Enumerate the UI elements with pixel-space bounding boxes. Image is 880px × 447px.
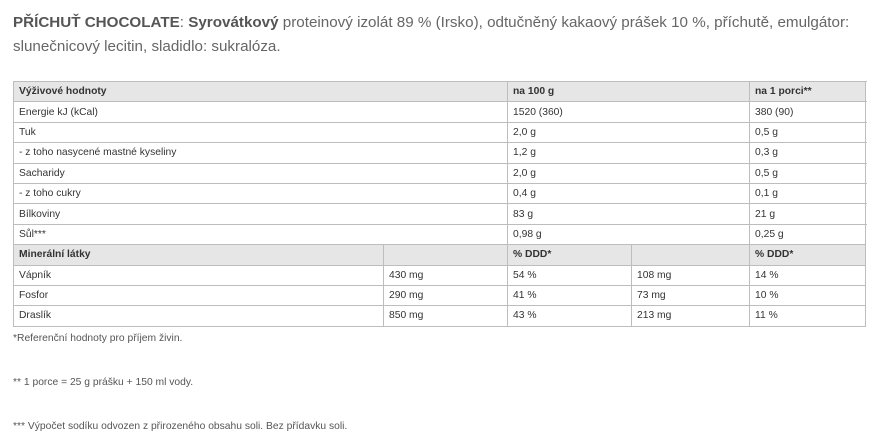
colon: : (179, 14, 189, 31)
value-per-100g: 1520 (360) (508, 102, 750, 122)
mineral-ddd-100g: 43 % (508, 306, 632, 326)
footnote-serving: ** 1 porce = 25 g prášku + 150 ml vody. (13, 377, 194, 388)
value-per-100g: 2,0 g (508, 163, 750, 183)
value-per-serving: 0,5 g (750, 122, 866, 142)
mineral-ddd-100g: 54 % (508, 265, 632, 285)
nutrient-name: Sacharidy (14, 163, 508, 183)
table-row (14, 122, 866, 142)
value-per-serving: 0,3 g (750, 143, 866, 163)
table-row (14, 204, 866, 224)
header-minerals: Minerální látky (14, 245, 384, 265)
header-per-100g: na 100 g (508, 82, 750, 102)
table-row (14, 224, 866, 244)
nutrition-table (13, 81, 866, 327)
mineral-per-100g: 290 mg (384, 285, 508, 305)
nutrient-name: Bílkoviny (14, 204, 508, 224)
value-per-serving: 21 g (750, 204, 866, 224)
mineral-per-100g: 850 mg (384, 306, 508, 326)
ingredients-text (13, 11, 871, 59)
value-per-100g: 0,98 g (508, 224, 750, 244)
value-per-serving: 0,1 g (750, 183, 866, 203)
nutrient-name: Sůl*** (14, 224, 508, 244)
flavor-label: PŘÍCHUŤ CHOCOLATE (13, 14, 180, 31)
header-nutrition-values: Výživové hodnoty (14, 82, 508, 102)
mineral-per-serving: 213 mg (632, 306, 750, 326)
value-per-100g: 0,4 g (508, 183, 750, 203)
nutrient-name: - z toho nasycené mastné kyseliny (14, 143, 508, 163)
value-per-100g: 2,0 g (508, 122, 750, 142)
mineral-ddd-100g: 41 % (508, 285, 632, 305)
mineral-ddd-serving: 10 % (750, 285, 866, 305)
mineral-name: Vápník (14, 265, 384, 285)
mineral-name: Draslík (14, 306, 384, 326)
nutrient-name: - z toho cukry (14, 183, 508, 203)
footnote-sodium: *** Výpočet sodíku odvozen z přirozeného obsahu soli. Bez přídavku soli. (13, 421, 348, 432)
value-per-100g: 83 g (508, 204, 750, 224)
header-blank-2 (632, 245, 750, 265)
nutrient-name: Energie kJ (kCal) (14, 102, 508, 122)
mineral-name: Fosfor (14, 285, 384, 305)
first-ingredient: Syrovátkový (188, 14, 279, 31)
table-row (14, 143, 866, 163)
mineral-ddd-serving: 11 % (750, 306, 866, 326)
mineral-ddd-serving: 14 % (750, 265, 866, 285)
table-row (14, 102, 866, 122)
mineral-per-100g: 430 mg (384, 265, 508, 285)
header-per-serving: na 1 porci** (750, 82, 866, 102)
table-row (14, 265, 866, 285)
value-per-100g: 1,2 g (508, 143, 750, 163)
mineral-per-serving: 73 mg (632, 285, 750, 305)
header-blank-1 (384, 245, 508, 265)
header-ddd-serving: % DDD* (750, 245, 866, 265)
table-row (14, 285, 866, 305)
nutrition-header-row (14, 82, 866, 102)
value-per-serving: 0,25 g (750, 224, 866, 244)
nutrient-name: Tuk (14, 122, 508, 142)
ingredients-rest: proteinový izolát 89 % (Irsko), odtučněný kakaový prášek 10 %, příchutě, emulgátor: slunečnicový lecitin, sladidlo: sukralóza. (13, 14, 850, 55)
header-ddd-100g: % DDD* (508, 245, 632, 265)
table-row (14, 183, 866, 203)
value-per-serving: 0,5 g (750, 163, 866, 183)
minerals-header-row (14, 245, 866, 265)
table-row (14, 306, 866, 326)
table-row (14, 163, 866, 183)
mineral-per-serving: 108 mg (632, 265, 750, 285)
value-per-serving: 380 (90) (750, 102, 866, 122)
footnote-reference-values: *Referenční hodnoty pro příjem živin. (13, 333, 183, 344)
